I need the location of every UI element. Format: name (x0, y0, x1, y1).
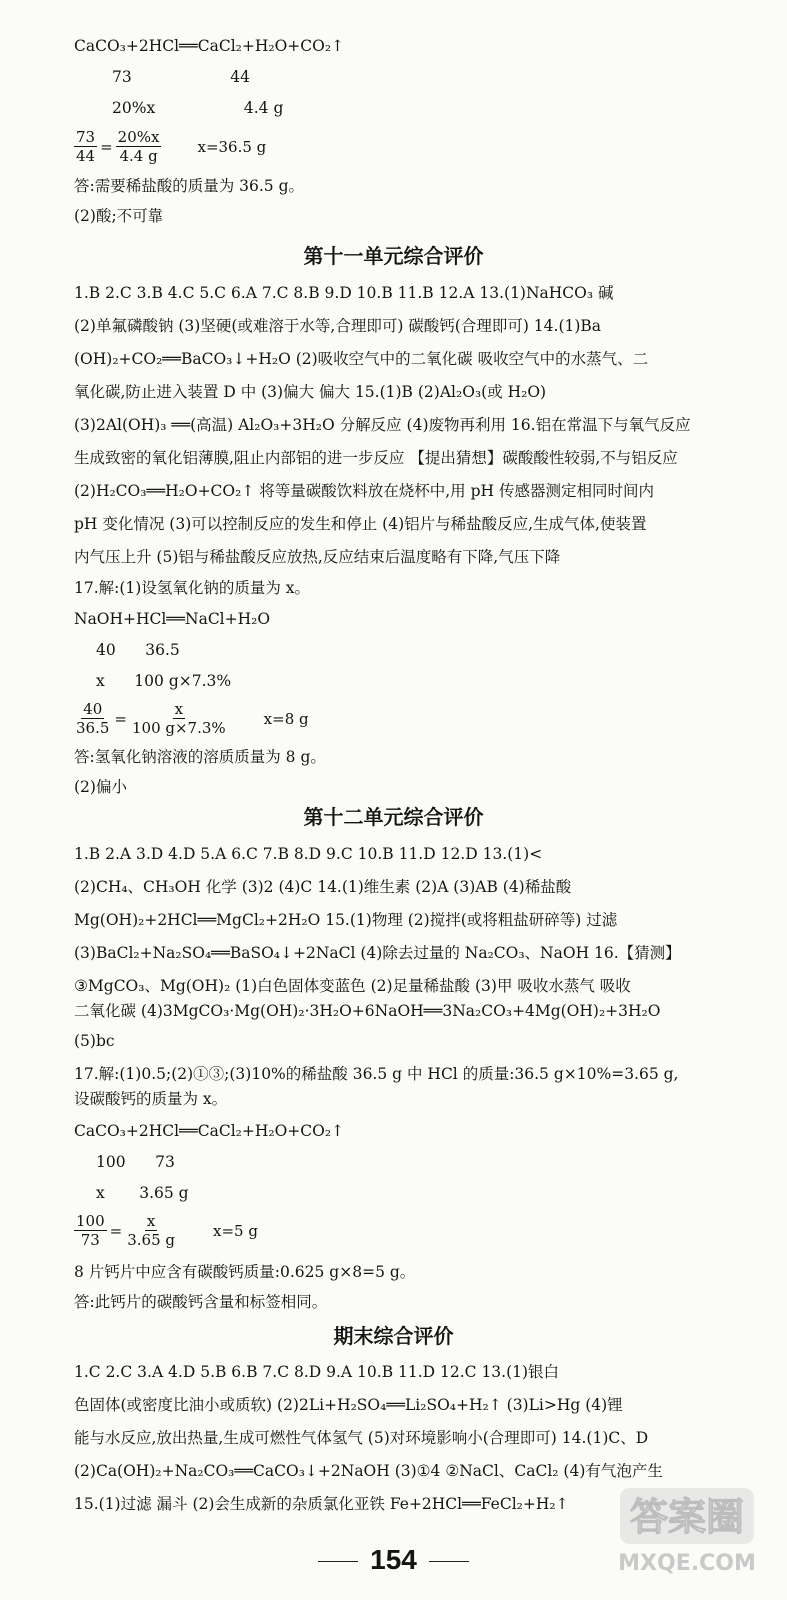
equation: NaOH+HCl══NaCl+H₂O (74, 610, 271, 628)
solution-line: 17.解:(1)设氢氧化钠的质量为 x。 (74, 579, 310, 597)
result: x=36.5 g (197, 137, 267, 156)
proportion (74, 128, 266, 165)
fraction-numerator: x (146, 1212, 156, 1230)
answer-line: (2)Ca(OH)₂+Na₂CO₃══CaCO₃↓+2NaOH (3)①4 ②NaCl、CaCl₂ (4)有气泡产生 (74, 1462, 663, 1480)
answer-line: (5)bc (74, 1032, 115, 1050)
divider (429, 1561, 469, 1562)
result: x=5 g (213, 1221, 258, 1240)
equals-sign: = (109, 1221, 123, 1240)
equals-sign: = (114, 709, 127, 728)
fraction-denominator: 73 (80, 1231, 100, 1249)
answer-line: 色固体(或密度比油小或质软) (2)2Li+H₂SO₄══Li₂SO₄+H₂↑ (3)Li>Hg (4)锂 (74, 1396, 623, 1414)
ratio-row: 40 36.5 (96, 641, 180, 659)
fraction-numerator: 100 (76, 1212, 105, 1230)
equation: CaCO₃+2HCl══CaCl₂+H₂O+CO₂↑ (74, 1122, 345, 1140)
answer-line: (2)单氟磷酸钠 (3)坚硬(或难溶于水等,合理即可) 碳酸钙(合理即可) 14.(1)Ba (74, 317, 602, 335)
equals-sign: = (100, 137, 113, 156)
equation: CaCO₃+2HCl══CaCl₂+H₂O+CO₂↑ (74, 37, 345, 55)
ratio-row: 100 73 (96, 1153, 175, 1171)
fraction-numerator: x (174, 700, 184, 718)
fraction-numerator: 73 (76, 128, 96, 146)
section-title: 第十一单元综合评价 (303, 244, 484, 268)
watermark-logo (612, 1482, 762, 1582)
watermark-text-top: 答案圈 (629, 1495, 745, 1539)
fraction-numerator: 20%x (117, 128, 160, 146)
proportion (74, 1212, 258, 1249)
answer-line: 答:氢氧化钠溶液的溶质质量为 8 g。 (74, 748, 326, 766)
solution-line: 17.解:(1)0.5;(2)①③;(3)10%的稀盐酸 36.5 g 中 HCl 的质量:36.5 g×10%=3.65 g, (74, 1065, 679, 1083)
answer-line: 1.B 2.C 3.B 4.C 5.C 6.A 7.C 8.B 9.D 10.B 11.B 12.A 13.(1)NaHCO₃ 碱 (74, 284, 614, 302)
fraction-denominator: 36.5 (76, 719, 110, 737)
ratio-row: x 100 g×7.3% (96, 672, 232, 690)
proportion (74, 700, 309, 737)
fraction-denominator: 100 g×7.3% (131, 719, 226, 737)
answer-line: (2)CH₄、CH₃OH 化学 (3)2 (4)C 14.(1)维生素 (2)A (3)AB (4)稀盐酸 (74, 878, 572, 896)
answer-line: (2)H₂CO₃══H₂O+CO₂↑ 将等量碳酸饮料放在烧杯中,用 pH 传感器测定相同时间内 (74, 482, 654, 500)
watermark-text-bottom: MXQE.COM (618, 1551, 756, 1576)
ratio-row: 20%x 4.4 g (112, 99, 284, 117)
divider (318, 1561, 358, 1562)
answer-line: 内气压上升 (5)铝与稀盐酸反应放热,反应结束后温度略有下降,气压下降 (74, 548, 561, 566)
solution-line: 设碳酸钙的质量为 x。 (74, 1090, 228, 1108)
answer-line: (OH)₂+CO₂══BaCO₃↓+H₂O (2)吸收空气中的二氧化碳 吸收空气中的水蒸气、二 (74, 350, 649, 368)
page-number-text: 154 (370, 1544, 417, 1575)
answer-line: (3)BaCl₂+Na₂SO₄══BaSO₄↓+2NaCl (4)除去过量的 Na₂CO₃、NaOH 16.【猜测】 (74, 944, 681, 962)
answer-line: (3)2Al(OH)₃ ══(高温) Al₂O₃+3H₂O 分解反应 (4)废物再利用 16.铝在常温下与氧气反应 (74, 416, 691, 434)
answer-line: 能与水反应,放出热量,生成可燃性气体氢气 (5)对环境影响小(合理即可) 14.(1)C、D (74, 1429, 649, 1447)
answer-line: 1.B 2.A 3.D 4.D 5.A 6.C 7.B 8.D 9.C 10.B 11.D 12.D 13.(1)< (74, 845, 543, 863)
answer-line: ③MgCO₃、Mg(OH)₂ (1)白色固体变蓝色 (2)足量稀盐酸 (3)甲 吸收水蒸气 吸收 (74, 977, 631, 995)
ratio-row: 73 44 (112, 68, 250, 86)
answer-line: 氧化碳,防止进入装置 D 中 (3)偏大 偏大 15.(1)B (2)Al₂O₃(或 H₂O) (74, 383, 547, 401)
answer-line: 二氧化碳 (4)3MgCO₃·Mg(OH)₂·3H₂O+6NaOH══3Na₂CO₃+4Mg(OH)₂+3H₂O (74, 1002, 661, 1020)
answer-line: 15.(1)过滤 漏斗 (2)会生成新的杂质氯化亚铁 Fe+2HCl══FeCl₂+H₂↑ (74, 1495, 569, 1513)
answer-line: 1.C 2.C 3.A 4.D 5.B 6.B 7.C 8.D 9.A 10.B 11.D 12.C 13.(1)银白 (74, 1363, 560, 1381)
solution-line: 8 片钙片中应含有碳酸钙质量:0.625 g×8=5 g。 (74, 1263, 416, 1281)
section-title: 期末综合评价 (333, 1324, 454, 1348)
ratio-row: x 3.65 g (96, 1184, 189, 1202)
result: x=8 g (263, 709, 309, 728)
fraction-denominator: 3.65 g (127, 1231, 175, 1249)
answer-line: (2)偏小 (74, 778, 127, 796)
section-title: 第十二单元综合评价 (303, 805, 484, 829)
answer-line: (2)酸;不可靠 (74, 207, 164, 225)
fraction-denominator: 4.4 g (119, 147, 158, 165)
answer-line: 生成致密的氧化铝薄膜,阻止内部铝的进一步反应 【提出猜想】碳酸酸性较弱,不与铝反应 (74, 449, 678, 467)
answer-line: 答:此钙片的碳酸钙含量和标签相同。 (74, 1293, 328, 1311)
answer-line: pH 变化情况 (3)可以控制反应的发生和停止 (4)铝片与稀盐酸反应,生成气体,使装置 (74, 515, 647, 533)
fraction-numerator: 40 (83, 700, 103, 718)
fraction-denominator: 44 (76, 147, 96, 165)
answer-line: Mg(OH)₂+2HCl══MgCl₂+2H₂O 15.(1)物理 (2)搅拌(或将粗盐研碎等) 过滤 (74, 911, 618, 929)
answer-line: 答:需要稀盐酸的质量为 36.5 g。 (74, 177, 305, 195)
